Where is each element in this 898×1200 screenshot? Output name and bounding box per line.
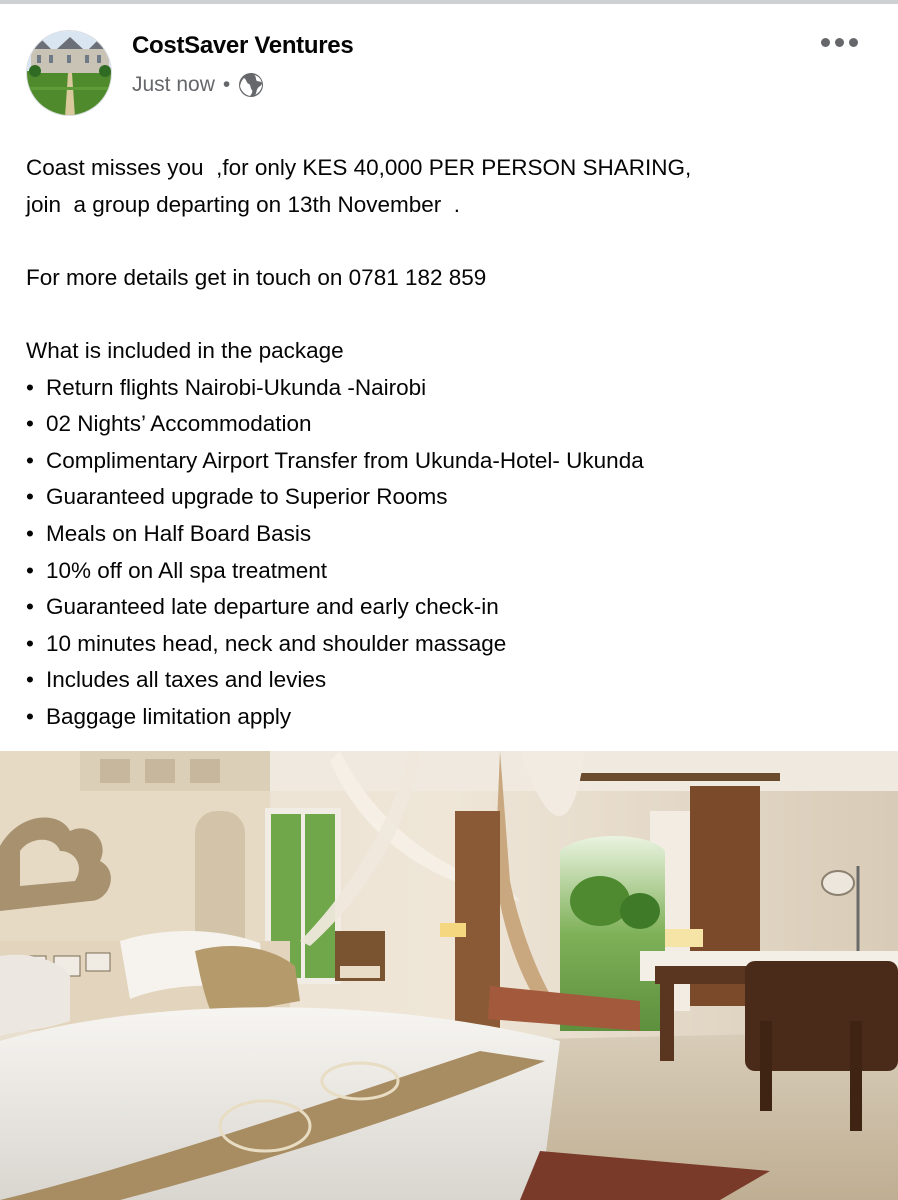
globe-icon[interactable] — [238, 72, 264, 98]
post-text-line: Coast misses you ,for only KES 40,000 PER PERSON SHARING, — [26, 155, 692, 180]
package-list — [26, 370, 886, 736]
author-name[interactable]: CostSaver Ventures — [132, 32, 354, 59]
post-meta — [132, 72, 264, 98]
list-item: • 02 Nights’ Accommodation — [26, 406, 886, 443]
list-item: • Return flights Nairobi-Ukunda -Nairobi — [26, 370, 886, 407]
post-header — [26, 30, 872, 120]
contact-line: For more details get in touch on 0781 182 859 — [26, 264, 487, 290]
list-item: • Includes all taxes and levies — [26, 662, 886, 699]
list-item: • Guaranteed upgrade to Superior Rooms — [26, 479, 886, 516]
list-item: • Meals on Half Board Basis — [26, 516, 886, 553]
list-item: • Baggage limitation apply — [26, 699, 886, 736]
hotel-bedroom-photo[interactable] — [0, 751, 898, 1200]
post-text-line: join a group departing on 13th November . — [26, 191, 461, 217]
package-heading: What is included in the package — [26, 337, 344, 363]
top-divider — [0, 0, 898, 4]
meta-separator: • — [222, 73, 231, 96]
list-item: • 10% off on All spa treatment — [26, 553, 886, 590]
post-text — [26, 150, 886, 736]
avatar[interactable] — [26, 30, 112, 116]
more-options-icon[interactable] — [821, 38, 858, 47]
post-timestamp[interactable]: Just now — [132, 73, 215, 96]
list-item: • Complimentary Airport Transfer from Ukunda-Hotel- Ukunda — [26, 443, 886, 480]
list-item: • Guaranteed late departure and early check-in — [26, 589, 886, 626]
list-item: • 10 minutes head, neck and shoulder massage — [26, 626, 886, 663]
